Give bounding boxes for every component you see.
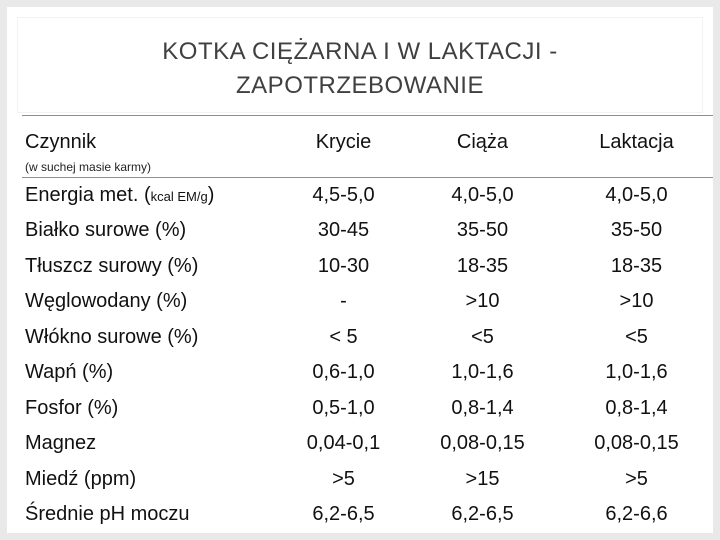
table-row (22, 178, 713, 214)
table-row (22, 355, 713, 391)
cell-laktacja: 6,2-6,6 (605, 503, 668, 526)
table-row (22, 213, 713, 249)
cell-ciaza: 18-35 (456, 254, 509, 277)
title-band (17, 17, 703, 113)
cell-krycie: 30-45 (317, 219, 370, 242)
row-label: Magnez (25, 432, 97, 455)
row-label: Białko surowe (%) (25, 219, 187, 242)
header-factor (22, 116, 282, 178)
table-row (22, 249, 713, 285)
table-row (22, 284, 713, 320)
table-row (22, 391, 713, 427)
cell-krycie: < 5 (329, 325, 358, 348)
cell-ciaza: 4,0-5,0 (451, 184, 514, 206)
cell-ciaza: 1,0-1,6 (451, 361, 514, 384)
row-label: Włókno surowe (%) (25, 325, 199, 348)
cell-ciaza: 0,8-1,4 (451, 396, 514, 419)
cell-ciaza: <5 (471, 325, 494, 348)
cell-laktacja: >10 (619, 290, 654, 313)
slide-title: KOTKA CIĘŻARNA I W LAKTACJI - ZAPOTRZEBOWANIE (162, 38, 558, 99)
cell-krycie: 0,04-0,1 (306, 432, 381, 455)
cell-laktacja: 1,0-1,6 (605, 361, 668, 384)
row-label: Wapń (%) (25, 361, 114, 384)
header-factor-note: (w suchej masie karmy) (25, 160, 152, 174)
cell-laktacja: <5 (625, 325, 648, 348)
cell-krycie: 6,2-6,5 (312, 503, 375, 526)
table-header-row (22, 116, 713, 178)
row-label (22, 178, 282, 214)
row-label-main: Energia met. ( (25, 184, 151, 206)
header-krycie: Krycie (282, 116, 405, 178)
cell-krycie: >5 (332, 467, 355, 490)
table-row (22, 320, 713, 356)
header-factor-label: Czynnik (25, 131, 97, 153)
row-label: Fosfor (%) (25, 396, 119, 419)
cell-laktacja: 35-50 (610, 219, 663, 242)
header-ciaza: Ciąża (405, 116, 560, 178)
row-label: Średnie pH moczu (25, 503, 190, 526)
cell-laktacja: 0,08-0,15 (594, 432, 679, 455)
cell-ciaza: 0,08-0,15 (440, 432, 525, 455)
row-label-end: ) (207, 184, 215, 206)
row-label: Miedź (ppm) (25, 467, 137, 490)
table-row (22, 426, 713, 462)
cell-laktacja: 4,0-5,0 (605, 184, 668, 206)
table-row (22, 497, 713, 533)
row-label-unit: kcal EM/g (150, 189, 208, 204)
cell-laktacja: 18-35 (610, 254, 663, 277)
table-row (22, 462, 713, 498)
cell-ciaza: 35-50 (456, 219, 509, 242)
cell-laktacja: >5 (625, 467, 648, 490)
row-label: Tłuszcz surowy (%) (25, 254, 199, 277)
cell-krycie: - (340, 290, 347, 313)
cell-ciaza: >15 (465, 467, 500, 490)
cell-krycie: 0,6-1,0 (312, 361, 375, 384)
cell-krycie: 4,5-5,0 (312, 184, 375, 206)
cell-ciaza: >10 (465, 290, 500, 313)
cell-krycie: 0,5-1,0 (312, 396, 375, 419)
header-laktacja: Laktacja (560, 116, 713, 178)
cell-krycie: 10-30 (317, 254, 370, 277)
cell-ciaza: 6,2-6,5 (451, 503, 514, 526)
requirements-table (22, 115, 713, 533)
slide (7, 7, 713, 533)
row-label: Węglowodany (%) (25, 290, 188, 313)
cell-laktacja: 0,8-1,4 (605, 396, 668, 419)
